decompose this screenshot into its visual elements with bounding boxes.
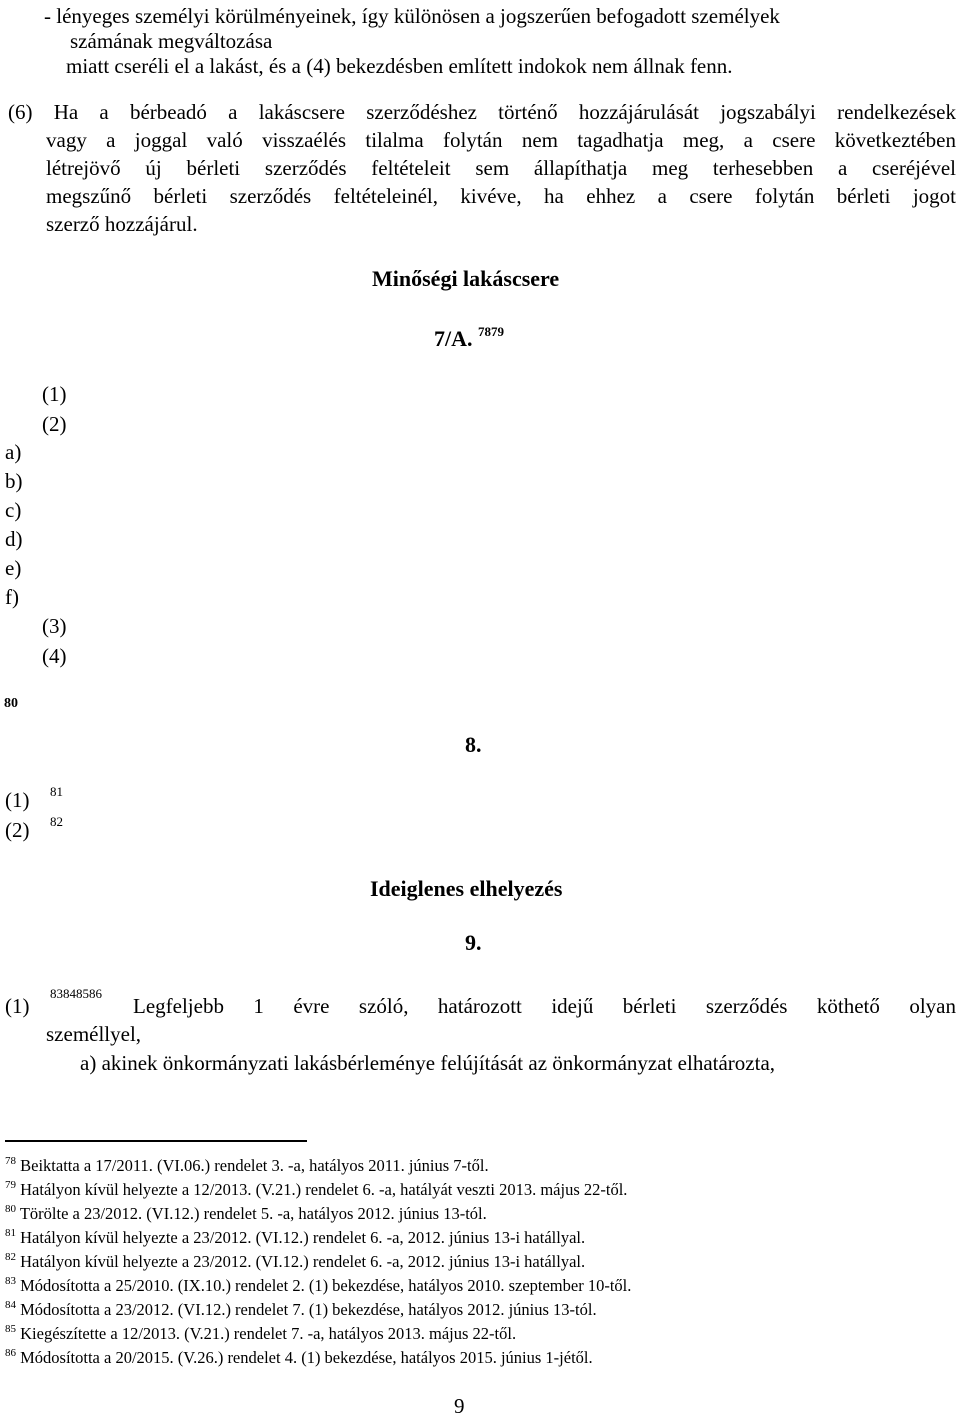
footnote [5,1299,597,1323]
paragraph-9-label: (1) [5,994,30,1018]
footnote-text: Módosította a 25/2010. (IX.10.) rendelet 2. (1) bekezdése, hatályos 2010. szeptember 10-től. [20,1276,632,1295]
section-7a-number [434,326,504,352]
paragraph-8-item: (1) [5,788,30,812]
paragraph-9-line: személlyel, [46,1022,142,1046]
footnote-separator [5,1140,307,1142]
footnote-number: 86 [5,1347,16,1359]
footnote-ref: 81 [50,784,63,799]
footnote-ref-80: 80 [4,696,18,711]
footnote [5,1227,585,1251]
list-item: b) [5,469,23,493]
footnote-number: 85 [5,1323,16,1335]
page-number: 9 [454,1394,465,1418]
footnote-text: Kiegészítette a 12/2013. (V.21.) rendelet 7. -a, hatályos 2013. május 22-től. [20,1324,517,1343]
footnote [5,1155,489,1179]
footnote [5,1347,593,1371]
footnote-number: 80 [5,1203,16,1215]
footnote [5,1323,516,1347]
list-item: (1) [42,382,67,406]
footnote-text: Hatályon kívül helyezte a 23/2012. (VI.12.) rendelet 6. -a, 2012. június 13-i hatállyal. [20,1252,586,1271]
list-item: a) [5,440,22,464]
footnote-ref: 7879 [478,324,504,339]
paragraph-6-line: létrejövő új bérleti szerződés feltételeit sem állapíthatja meg terhesebben a cseréjével [46,156,956,180]
paragraph-9-item-a: a) akinek önkormányzati lakásbérleménye felújítását az önkormányzat elhatározta, [80,1051,776,1075]
paragraph-9-line: Legfeljebb 1 évre szóló, határozott idejű bérleti szerződés köthető olyan [133,994,956,1018]
list-item: (3) [42,614,67,638]
list-item: (2) [42,412,67,436]
footnote-text: Törölte a 23/2012. (VI.12.) rendelet 5. -a, hatályos 2012. június 13-tól. [19,1204,487,1223]
footnote-number: 84 [5,1299,16,1311]
footnote-ref: 83848586 [50,986,102,1001]
paragraph-6-line: szerző hozzájárul. [46,212,198,236]
footnote-text: Beiktatta a 17/2011. (VI.06.) rendelet 3. -a, hatályos 2011. június 7-től. [20,1156,489,1175]
footnote-number: 83 [5,1275,16,1287]
footnote-number: 78 [5,1155,16,1167]
list-item: e) [5,556,22,580]
section-7a-number-text: 7/A. [434,326,478,351]
section-9-number: 9. [465,930,482,955]
paragraph-6-line: megszűnő bérleti szerződés feltételeinél, kivéve, ha ehhez a csere folytán bérleti jogot [46,184,956,208]
intro-line-3: miatt cseréli el a lakást, és a (4) bekezdésben említett indokok nem állnak fenn. [66,54,733,78]
footnote [5,1203,487,1227]
paragraph-8-item: (2) [5,818,30,842]
footnote [5,1179,627,1203]
section-9-title: Ideiglenes elhelyezés [370,876,563,901]
list-item: (4) [42,644,67,668]
paragraph-6-line: (6) Ha a bérbeadó a lakáscsere szerződéshez történő hozzájárulását jogszabályi rendelkezések [8,100,956,124]
paragraph-6-line: vagy a joggal való visszaélés tilalma folytán nem tagadhatja meg, a csere következtében [46,128,956,152]
list-item: d) [5,527,23,551]
footnote-number: 82 [5,1251,16,1263]
footnote [5,1251,585,1275]
footnote [5,1275,631,1299]
footnote-text: Módosította a 23/2012. (VI.12.) rendelet 7. (1) bekezdése, hatályos 2012. június 13-tól. [20,1300,597,1319]
footnote-number: 79 [5,1179,16,1191]
intro-line-2: számának megváltozása [70,29,273,53]
footnote-number: 81 [5,1227,16,1239]
footnote-text: Hatályon kívül helyezte a 23/2012. (VI.12.) rendelet 6. -a, 2012. június 13-i hatállyal. [20,1228,586,1247]
footnote-ref: 82 [50,814,63,829]
list-item: c) [5,498,22,522]
section-7a-title: Minőségi lakáscsere [372,266,560,291]
footnote-text: Hatályon kívül helyezte a 12/2013. (V.21.) rendelet 6. -a, hatályát veszti 2013. május 22-től. [20,1180,628,1199]
intro-line-1: - lényeges személyi körülményeinek, így különösen a jogszerűen befogadott személyek [44,4,780,28]
footnote-text: Módosította a 20/2015. (V.26.) rendelet 4. (1) bekezdése, hatályos 2015. június 1-jétől. [20,1348,593,1367]
list-item: f) [5,585,19,609]
section-8-number: 8. [465,732,482,757]
